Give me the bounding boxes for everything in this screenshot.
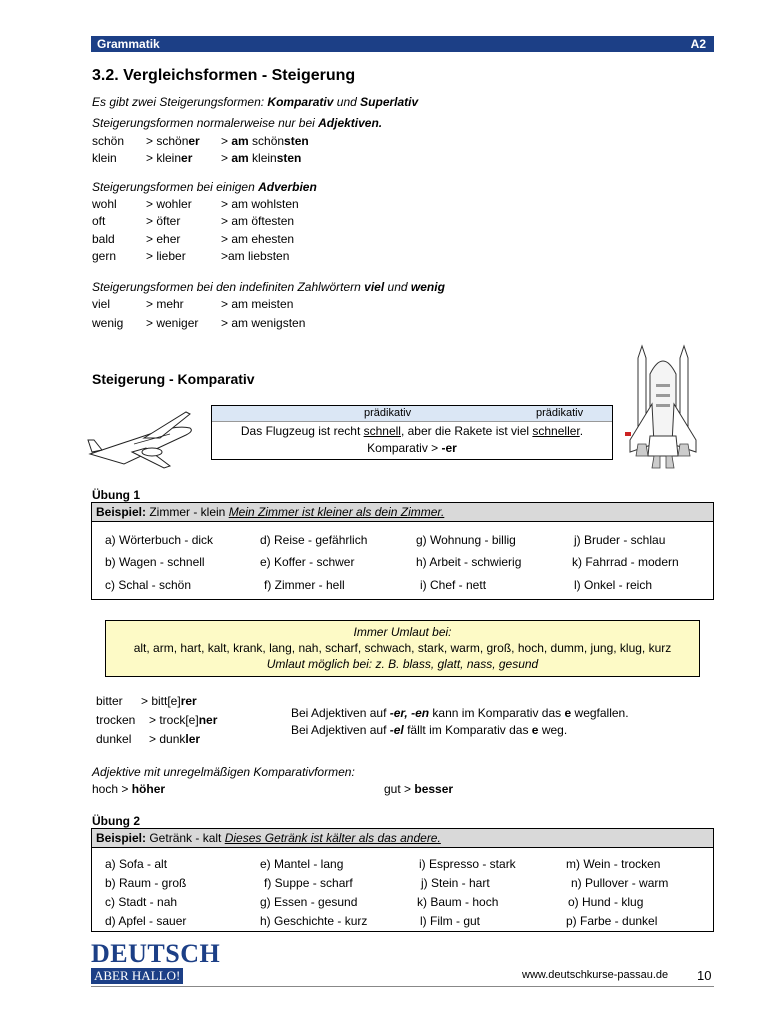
exercise-item: b) Raum - groß	[105, 876, 187, 890]
superlativ-form: > am schönsten	[221, 134, 309, 148]
example-box	[211, 405, 613, 460]
umlaut-list: alt, arm, hart, kalt, krank, lang, nah, scharf, schwach, stark, warm, groß, hoch, dumm, jung, klug, kurz	[133, 641, 672, 655]
rocket-icon	[620, 344, 714, 472]
irregular-item-1: hoch > höher	[92, 782, 166, 796]
exercise-item: c) Schal - schön	[105, 578, 192, 592]
airplane-icon	[86, 408, 198, 470]
drop-e-row: bitter > bitt[e]rer	[96, 694, 197, 708]
komparativ-form: > kleiner	[146, 151, 193, 165]
uebung2-beispiel: Beispiel: Getränk - kalt Dieses Getränk ist kälter als das andere.	[92, 829, 713, 848]
intro-line-2	[92, 116, 382, 130]
drop-e-row: trocken > trock[e]ner	[96, 713, 218, 727]
intro-text: Steigerungsformen normalerweise nur bei	[92, 116, 319, 130]
intro-line-1	[92, 95, 418, 109]
intro-superlativ: Superlativ	[360, 95, 419, 109]
numerals-heading: Steigerungsformen bei den indefiniten Zahlwörtern viel und wenig	[92, 280, 445, 294]
adverb-row: gern > lieber >am liebsten	[92, 249, 290, 263]
exercise-item: p) Farbe - dunkel	[566, 914, 658, 928]
exercise-item: k) Fahrrad - modern	[572, 555, 679, 569]
numeral-row: wenig > weniger > am wenigsten	[92, 316, 306, 330]
exercise-item: n) Pullover - warm	[571, 876, 669, 890]
komparativ-form: > schöner	[146, 134, 200, 148]
numeral-row: viel > mehr > am meisten	[92, 297, 294, 311]
exercise-item: e) Koffer - schwer	[260, 555, 355, 569]
exercise-item: j) Bruder - schlau	[574, 533, 666, 547]
adverbs-heading: Steigerungsformen bei einigen Adverbien	[92, 180, 317, 194]
base-form: klein	[92, 151, 117, 165]
irregular-heading: Adjektive mit unregelmäßigen Komparativformen:	[92, 765, 355, 779]
adverb-row: oft > öfter > am öftesten	[92, 214, 295, 228]
level-label: A2	[690, 37, 706, 51]
intro-komparativ: Komparativ	[267, 95, 334, 109]
uebung1-title: Übung 1	[92, 488, 140, 502]
irregular-item-2: gut > besser	[384, 782, 454, 796]
logo-top: DEUTSCH	[91, 939, 221, 968]
exercise-item: h) Geschichte - kurz	[260, 914, 368, 928]
exercise-item: e) Mantel - lang	[260, 857, 344, 871]
exercise-item: b) Wagen - schnell	[105, 555, 205, 569]
drop-e-note-2: Bei Adjektiven auf -el fällt im Komparativ das e weg.	[291, 723, 568, 737]
uebung1-box	[91, 502, 714, 600]
exercise-item: k) Baum - hoch	[417, 895, 499, 909]
exercise-item: a) Wörterbuch - dick	[105, 533, 214, 547]
uebung2-items	[92, 848, 713, 931]
footer-divider	[91, 986, 714, 987]
uebung1-items	[92, 522, 713, 598]
adverb-row: bald > eher > am ehesten	[92, 232, 295, 246]
drop-e-note-1: Bei Adjektiven auf -er, -en kann im Komparativ das e wegfallen.	[291, 706, 629, 720]
exercise-item: h) Arbeit - schwierig	[416, 555, 522, 569]
uebung1-beispiel: Beispiel: Zimmer - klein Mein Zimmer ist kleiner als dein Zimmer.	[92, 503, 713, 522]
footer-url[interactable]: www.deutschkurse-passau.de	[522, 969, 669, 981]
exercise-item: o) Hund - klug	[568, 895, 644, 909]
adverb-row: wohl > wohler > am wohlsten	[92, 197, 299, 211]
exercise-item: j) Stein - hart	[421, 876, 490, 890]
exercise-item: l) Film - gut	[420, 914, 480, 928]
exercise-item: g) Wohnung - billig	[416, 533, 516, 547]
section-label: Grammatik	[97, 37, 160, 51]
umlaut-optional: Umlaut möglich bei: z. B. blass, glatt, nass, gesund	[266, 657, 539, 671]
superlativ-form: > am kleinsten	[221, 151, 302, 165]
intro-text: und	[333, 95, 361, 109]
exercise-item: c) Stadt - nah	[105, 895, 178, 909]
exercise-item: d) Reise - gefährlich	[260, 533, 368, 547]
exercise-item: i) Espresso - stark	[419, 857, 516, 871]
uebung2-title: Übung 2	[92, 814, 140, 828]
exercise-item: l) Onkel - reich	[574, 578, 653, 592]
intro-adjektiven: Adjektiven.	[318, 116, 383, 130]
adjective-row	[92, 151, 492, 167]
header-bar	[91, 36, 714, 52]
logo	[91, 940, 221, 984]
adjective-row	[92, 134, 492, 150]
base-form: schön	[92, 134, 125, 148]
page-title: 3.2. Vergleichsformen - Steigerung	[92, 67, 356, 84]
exercise-item: a) Sofa - alt	[105, 857, 168, 871]
exercise-item: g) Essen - gesund	[260, 895, 358, 909]
exercise-item: d) Apfel - sauer	[105, 914, 187, 928]
komparativ-heading: Steigerung - Komparativ	[92, 371, 255, 387]
page-number: 10	[697, 968, 712, 983]
komparativ-rule: Komparativ > -er	[367, 441, 457, 455]
example-sentence: Das Flugzeug ist recht schnell, aber die Rakete ist viel schneller.	[240, 424, 584, 438]
praedikativ-label: prädikativ	[536, 407, 584, 419]
umlaut-heading: Immer Umlaut bei:	[353, 625, 452, 639]
logo-bottom: ABER HALLO!	[91, 968, 183, 984]
exercise-item: f) Zimmer - hell	[264, 578, 345, 592]
drop-e-row: dunkel > dunkler	[96, 732, 201, 746]
intro-text: Es gibt zwei Steigerungsformen:	[92, 95, 268, 109]
exercise-item: m) Wein - trocken	[566, 857, 661, 871]
exercise-item: i) Chef - nett	[420, 578, 487, 592]
praedikativ-label: prädikativ	[364, 407, 412, 419]
umlaut-box	[105, 620, 700, 677]
exercise-item: f) Suppe - scharf	[264, 876, 353, 890]
uebung2-box	[91, 828, 714, 932]
